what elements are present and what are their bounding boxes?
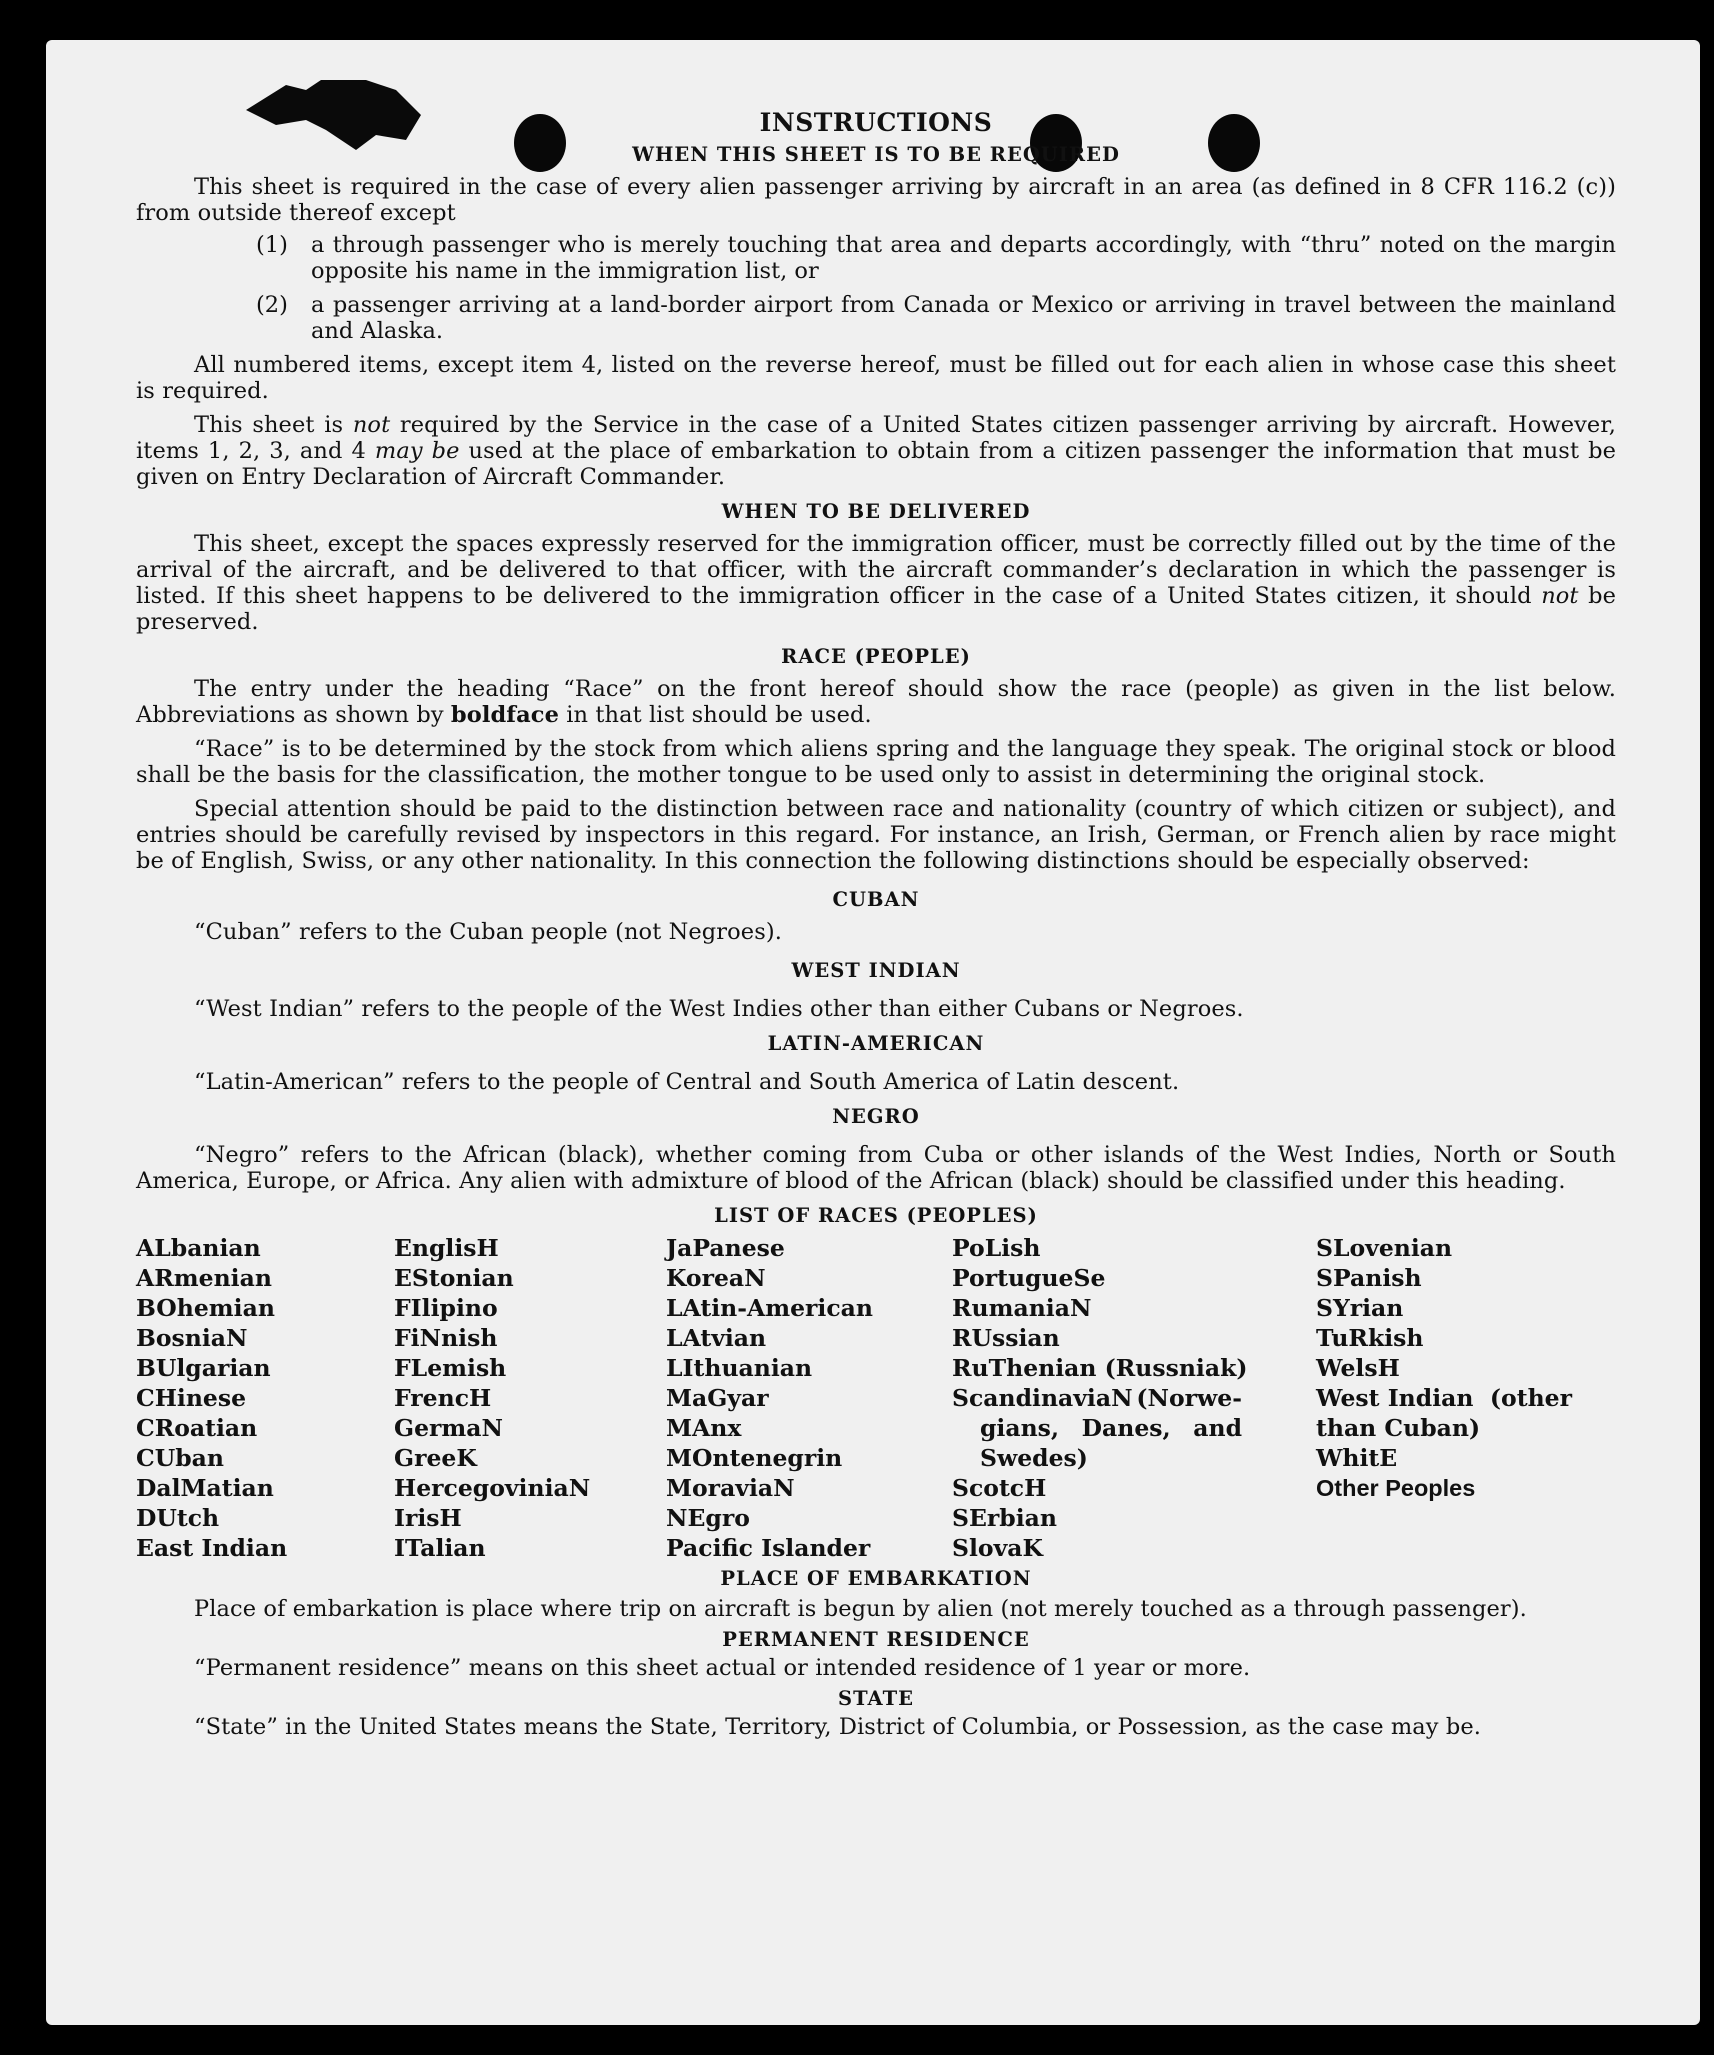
- race-entry: TuRkish: [1316, 1324, 1424, 1352]
- race-entry: BosniaN: [136, 1324, 248, 1352]
- race-entry-scandinavian-cont: gians, Danes, and: [980, 1414, 1242, 1442]
- section-heading-cuban: CUBAN: [832, 888, 920, 911]
- race-paragraph-3: Special attention should be paid to the distinction between race and nationality (country of which citizen or subject), and entries should be carefully revised by inspectors in this regard. For instance, an Irish, German, or French alien by race might be of English, Swiss, or any other nationality. In this connection the following distinctions should be especially observed:: [136, 796, 1616, 874]
- race-entry: KoreaN: [666, 1264, 766, 1292]
- page-title: INSTRUCTIONS: [759, 108, 993, 137]
- race-entry: NEgro: [666, 1504, 750, 1532]
- race-entry: WhitE: [1316, 1444, 1398, 1472]
- race-entry: RUssian: [952, 1324, 1060, 1352]
- races-column-2: [394, 1233, 666, 1563]
- race-entry: SLovenian: [1316, 1234, 1453, 1262]
- races-list: [136, 1233, 1616, 1563]
- latin-american-definition: “Latin-American” refers to the people of Central and South America of Latin descent.: [194, 1069, 1180, 1095]
- race-entry-scandinavian: ScandinaviaN (Norwe-: [952, 1384, 1242, 1412]
- section-heading-race: RACE (PEOPLE): [781, 645, 971, 668]
- race-entry: SPanish: [1316, 1264, 1422, 1292]
- race-entry: GreeK: [394, 1444, 477, 1472]
- race-entry: SYrian: [1316, 1294, 1404, 1322]
- race-entry: MoraviaN: [666, 1474, 795, 1502]
- races-column-5: [1316, 1233, 1616, 1563]
- race-entry: PortugueSe: [952, 1264, 1106, 1292]
- race-entry: EnglisH: [394, 1234, 499, 1262]
- race-entry: BOhemian: [136, 1294, 275, 1322]
- race-entry: CRoatian: [136, 1414, 258, 1442]
- race-entry: EStonian: [394, 1264, 514, 1292]
- emphasis-not: not: [352, 412, 391, 438]
- races-column-4: [952, 1233, 1316, 1563]
- item-number: (2): [256, 292, 288, 318]
- race-entry: ALbanian: [136, 1234, 261, 1262]
- emphasis-may-be: may be: [374, 438, 460, 464]
- required-paragraph-2: All numbered items, except item 4, listed on the reverse hereof, must be filled out for each alien in whose case this sheet is required.: [136, 352, 1616, 404]
- race-entry: LAtin-American: [666, 1294, 873, 1322]
- negro-definition: “Negro” refers to the African (black), whether coming from Cuba or other islands of the West Indies, North or South America, Europe, or Africa. Any alien with admixture of blood of the African (black) should be classified under this heading.: [136, 1142, 1616, 1194]
- race-entry: ARmenian: [136, 1264, 272, 1292]
- required-paragraph-1: This sheet is required in the case of every alien passenger arriving by aircraft in an area (as defined in 8 CFR 116.2 (c)) from outside thereof except: [136, 174, 1616, 226]
- race-entry: RumaniaN: [952, 1294, 1092, 1322]
- instructions-body: [136, 108, 1616, 1740]
- race-entry: FIlipino: [394, 1294, 498, 1322]
- residence-definition: “Permanent residence” means on this sheet actual or intended residence of 1 year or more.: [194, 1655, 1251, 1681]
- races-column-3: [666, 1233, 952, 1563]
- race-entry: FrencH: [394, 1384, 492, 1412]
- race-entry: GermaN: [394, 1414, 503, 1442]
- west-indian-definition: “West Indian” refers to the people of the West Indies other than either Cubans or Negroes.: [194, 996, 1244, 1022]
- race-entry: CHinese: [136, 1384, 247, 1412]
- race-entry: DalMatian: [136, 1474, 274, 1502]
- exception-item-1: [256, 232, 1616, 284]
- emphasis-boldface: boldface: [450, 702, 559, 728]
- race-entry: RuThenian (Russniak): [952, 1354, 1248, 1382]
- race-entry: LAtvian: [666, 1324, 767, 1352]
- section-heading-embarkation: PLACE OF EMBARKATION: [720, 1567, 1032, 1590]
- race-paragraph-1: The entry under the heading “Race” on the front hereof should show the race (people) as given in the list below. Abbreviations as shown by boldface in that list should be used.: [136, 676, 1616, 728]
- emphasis-not: not: [1541, 583, 1579, 609]
- race-entry: MAnx: [666, 1414, 742, 1442]
- race-entry: LIthuanian: [666, 1354, 813, 1382]
- race-entry: SErbian: [952, 1504, 1057, 1532]
- section-heading-delivered: WHEN TO BE DELIVERED: [721, 500, 1031, 523]
- section-heading-list-of-races: LIST OF RACES (PEOPLES): [714, 1204, 1038, 1227]
- race-entry: ScotcH: [952, 1474, 1047, 1502]
- race-entry: PoLish: [952, 1234, 1041, 1262]
- section-heading-residence: PERMANENT RESIDENCE: [722, 1628, 1030, 1651]
- section-heading-state: STATE: [838, 1687, 914, 1710]
- exception-item-2: [256, 292, 1616, 344]
- race-entry: BUlgarian: [136, 1354, 271, 1382]
- race-entry-west-indian: West Indian (other: [1316, 1384, 1572, 1412]
- state-definition: “State” in the United States means the State, Territory, District of Columbia, or Possession, as the case may be.: [194, 1714, 1482, 1740]
- races-column-1: [136, 1233, 394, 1563]
- cuban-definition: “Cuban” refers to the Cuban people (not Negroes).: [194, 919, 782, 945]
- race-entry: DUtch: [136, 1504, 220, 1532]
- item-text: a passenger arriving at a land-border airport from Canada or Mexico or arriving in travel between the mainland and Alaska.: [311, 292, 1616, 344]
- embarkation-definition: Place of embarkation is place where trip on aircraft is begun by alien (not merely touched as a through passenger).: [194, 1596, 1527, 1622]
- race-entry: IrisH: [394, 1504, 462, 1532]
- section-heading-latin-american: LATIN-AMERICAN: [767, 1032, 985, 1055]
- race-entry: Pacific Islander: [666, 1534, 871, 1562]
- race-entry: MaGyar: [666, 1384, 769, 1412]
- section-heading-west-indian: WEST INDIAN: [791, 959, 961, 982]
- race-entry: HercegoviniaN: [394, 1474, 591, 1502]
- race-entry: ITalian: [394, 1534, 486, 1562]
- section-heading-required: WHEN THIS SHEET IS TO BE REQUIRED: [632, 143, 1120, 166]
- race-entry: FLemish: [394, 1354, 507, 1382]
- race-entry: JaPanese: [666, 1234, 785, 1262]
- item-number: (1): [256, 232, 288, 258]
- race-entry-west-indian-cont: than Cuban): [1316, 1414, 1481, 1442]
- required-paragraph-3: This sheet is not required by the Service in the case of a United States citizen passenger arriving by aircraft. However, items 1, 2, 3, and 4 may be used at the place of embarkation to obtain from a citizen passenger the information that must be given on Entry Declaration of Aircraft Commander.: [136, 412, 1616, 490]
- race-entry: East Indian: [136, 1534, 288, 1562]
- item-text: a through passenger who is merely touching that area and departs accordingly, with “thru” noted on the margin opposite his name in the immigration list, or: [311, 232, 1616, 284]
- race-entry: WelsH: [1316, 1354, 1400, 1382]
- race-entry: SlovaK: [952, 1534, 1043, 1562]
- race-entry-scandinavian-cont: Swedes): [980, 1444, 1088, 1472]
- race-paragraph-2: “Race” is to be determined by the stock from which aliens spring and the language they speak. The original stock or blood shall be the basis for the classification, the mother tongue to be used only to assist in determining the original stock.: [136, 736, 1616, 788]
- race-entry: MOntenegrin: [666, 1444, 843, 1472]
- race-entry: CUban: [136, 1444, 224, 1472]
- document-page: [46, 40, 1700, 2025]
- race-entry-other-peoples: Other Peoples: [1316, 1475, 1476, 1501]
- race-entry: FiNnish: [394, 1324, 498, 1352]
- delivered-paragraph: This sheet, except the spaces expressly reserved for the immigration officer, must be correctly filled out by the time of the arrival of the aircraft, and be delivered to that officer, with the aircraft commander’s declaration in which the passenger is listed. If this sheet happens to be delivered to the immigration officer in the case of a United States citizen, it should not be preserved.: [136, 531, 1616, 635]
- section-heading-negro: NEGRO: [832, 1105, 920, 1128]
